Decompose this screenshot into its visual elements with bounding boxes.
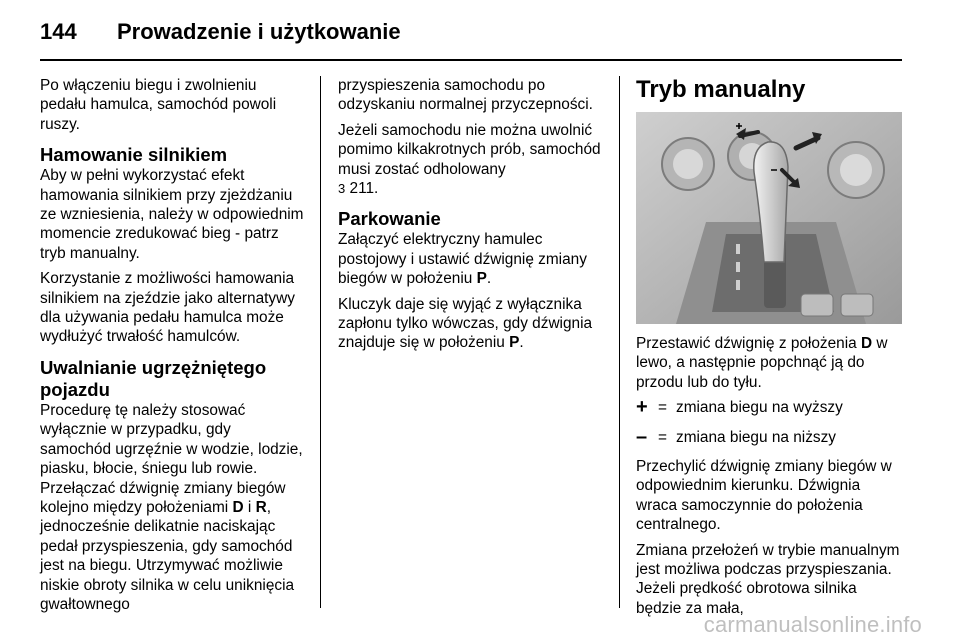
column-1 bbox=[40, 76, 306, 620]
text-run: Kluczyk daje się wyjąć z wyłącznika zapłonu tylko wówczas, gdy dźwignia znajduje się w położeniu bbox=[338, 295, 593, 352]
gear-position-p: P bbox=[509, 334, 520, 352]
parking-p1 bbox=[338, 230, 606, 288]
column-divider-2 bbox=[619, 76, 620, 608]
text-run: Jeżeli samochodu nie można uwolnić pomimo kilkakrotnych prób, samochód musi zostać odholowany bbox=[338, 121, 601, 178]
heading-unstuck: Uwalnianie ugrzężniętego pojazdu bbox=[40, 356, 267, 400]
site-watermark: carmanualsonline.info bbox=[703, 612, 922, 637]
manual-mode-p1 bbox=[636, 334, 904, 392]
legend-downshift bbox=[636, 425, 904, 448]
header-rule bbox=[40, 59, 902, 61]
unstuck-continued: przyspieszenia samochodu po odzyskaniu normalnej przyczepności. bbox=[338, 77, 593, 114]
page-number: 144 bbox=[40, 19, 77, 44]
text-run: Załączyć elektryczny hamulec postojowy i ustawić dźwignię zmiany biegów w położeniu bbox=[338, 231, 587, 288]
gear-lever-drawing bbox=[636, 112, 902, 324]
heading-manual-mode: Tryb manualny bbox=[636, 76, 806, 103]
column-3 bbox=[636, 76, 904, 624]
text-run: w lewo, a następnie popchnąć ją do przodu lub do tyłu. bbox=[636, 335, 888, 391]
column-divider-1 bbox=[320, 76, 321, 608]
text-run: Procedurę tę należy stosować wyłącznie w przypadku, gdy samochód ugrzęźnie w wodzie, lodzie, piasku, błocie, śniegu lub rowie. Przełączać dźwignię zmiany biegów kolejno między położeniami bbox=[40, 401, 303, 516]
text-run: , jednocześnie delikatnie naciskając pedał przyspieszenia, gdy samochód jest na biegu. Utrzymywać możliwie niskie obroty silnika w celu uniknięcia gwałtownego bbox=[40, 498, 295, 613]
column-2 bbox=[338, 76, 606, 359]
legend-downshift-desc: zmiana biegu na niższy bbox=[676, 428, 836, 446]
towing-paragraph bbox=[338, 121, 606, 199]
gear-lever-illustration bbox=[636, 112, 902, 324]
parking-p2 bbox=[338, 295, 606, 353]
intro-paragraph: Po włączeniu biegu i zwolnieniu pedału hamulca, samochód powoli ruszy. bbox=[40, 77, 277, 133]
heading-parking: Parkowanie bbox=[338, 208, 441, 230]
legend-equals: = bbox=[658, 399, 667, 417]
page-header bbox=[0, 0, 960, 62]
text-run: i bbox=[243, 498, 256, 516]
manual-mode-p3: Zmiana przełożeń w trybie manualnym jest możliwa podczas przyspieszania. Jeżeli prędkość obrotowa silnika będzie za mała, bbox=[636, 541, 900, 617]
gear-position-p: P bbox=[476, 270, 487, 288]
section-parking bbox=[338, 208, 606, 352]
text-run: Przestawić dźwignię z położenia bbox=[636, 335, 861, 352]
legend-equals: = bbox=[658, 428, 667, 446]
plus-icon: + bbox=[636, 396, 648, 419]
text-run: . bbox=[486, 270, 492, 288]
minus-icon: – bbox=[636, 425, 648, 448]
engine-braking-p2: Korzystanie z możliwości hamowania silnikiem na zjeździe jako alternatywy dla używania pedału hamulca może wydłużyć trwałość hamulców. bbox=[40, 270, 295, 346]
page-title: Prowadzenie i użytkowanie bbox=[117, 19, 401, 44]
gear-position-r: R bbox=[255, 498, 267, 516]
gear-position-d: D bbox=[860, 335, 873, 352]
legend-upshift-desc: zmiana biegu na wyższy bbox=[676, 399, 843, 417]
page-reference-arrow-icon: 3 bbox=[338, 181, 346, 197]
manual-mode-p2: Przechylić dźwignię zmiany biegów w odpowiednim kierunku. Dźwignia wraca samoczynnie do położenia centralnego. bbox=[636, 458, 892, 534]
gear-position-d: D bbox=[232, 498, 244, 516]
engine-braking-p1: Aby w pełni wykorzystać efekt hamowania silnikiem przy zjeżdżaniu ze wzniesienia, należy w odpowiednim momencie zredukować bieg - patrz tryb manualny. bbox=[40, 167, 304, 262]
page-reference: 211. bbox=[345, 180, 379, 198]
heading-engine-braking: Hamowanie silnikiem bbox=[40, 144, 228, 166]
section-engine-braking bbox=[40, 144, 306, 347]
section-unstuck bbox=[40, 357, 306, 614]
text-run: . bbox=[519, 334, 524, 352]
unstuck-p1 bbox=[40, 401, 306, 614]
legend-upshift bbox=[636, 398, 904, 417]
